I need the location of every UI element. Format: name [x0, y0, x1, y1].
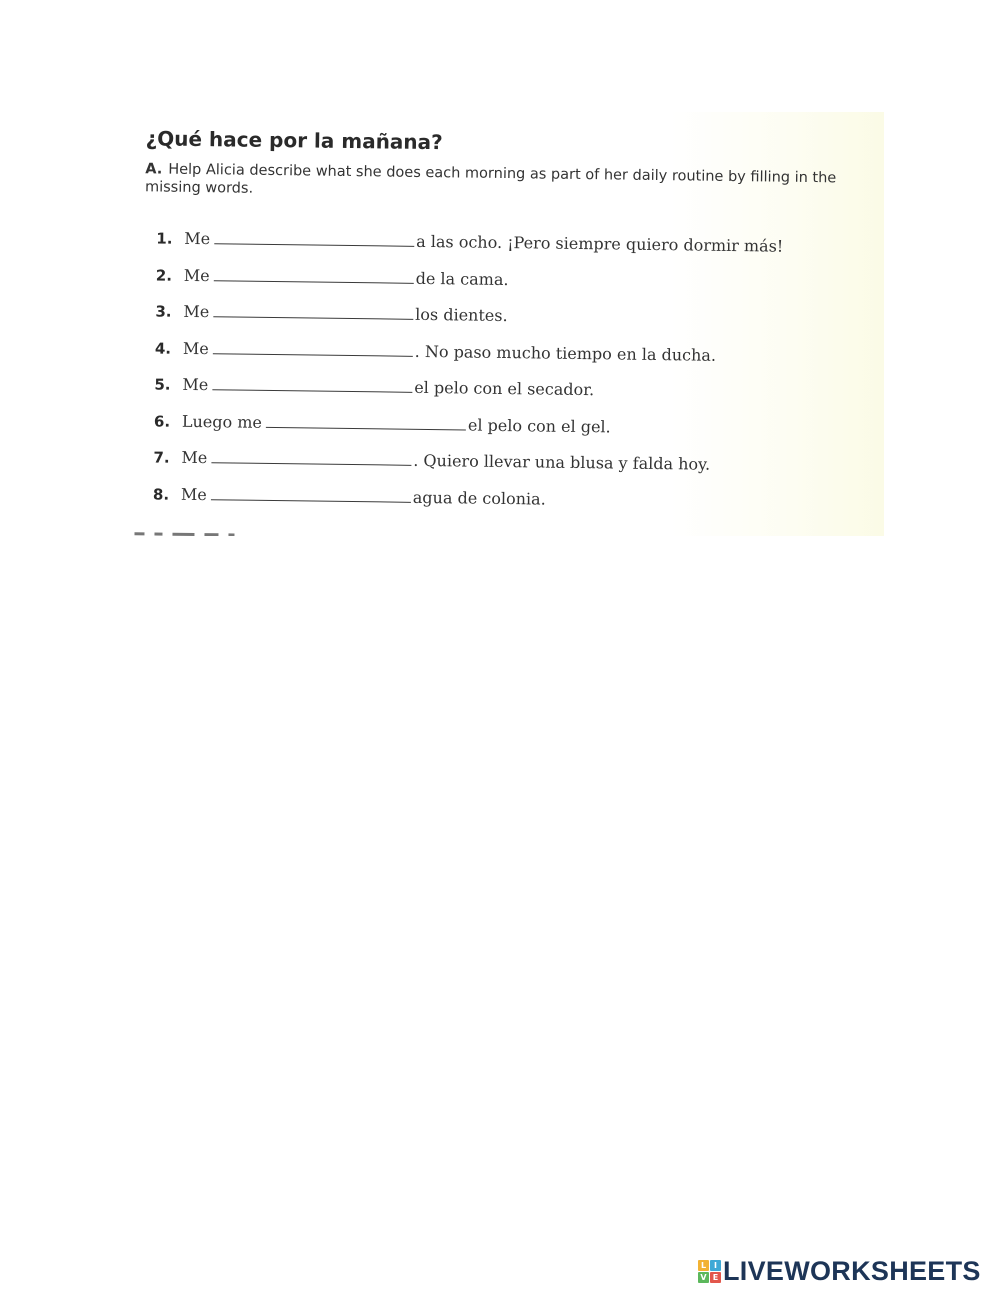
logo-letter-e: E	[710, 1272, 721, 1283]
item-lead: Luego me	[181, 411, 263, 432]
item-rest: de la cama.	[415, 268, 509, 289]
item-lead: Me	[183, 265, 210, 285]
item-rest: los dientes.	[415, 304, 508, 326]
answer-blank-2[interactable]	[214, 266, 414, 284]
item-rest: el pelo con el secador.	[414, 377, 595, 400]
logo-letter-i: I	[710, 1260, 721, 1271]
item-lead: Me	[181, 447, 208, 468]
item-number: 7.	[153, 448, 170, 467]
answer-blank-5[interactable]	[212, 375, 412, 393]
instructions	[145, 160, 865, 205]
answer-blank-1[interactable]	[214, 229, 414, 247]
item-number: 6.	[153, 411, 171, 431]
item-rest: agua de colonia.	[412, 487, 546, 509]
item-lead: Me	[180, 484, 207, 504]
liveworksheets-brand	[698, 1257, 981, 1285]
item-number: 8.	[152, 484, 170, 504]
worksheet-title: ¿Qué hace por la mañana?	[145, 126, 443, 155]
item-lead: Me	[182, 338, 209, 358]
item-number: 3.	[155, 302, 172, 321]
item-number: 1.	[156, 229, 173, 248]
exercise-list	[153, 228, 857, 529]
answer-blank-3[interactable]	[213, 302, 413, 320]
item-rest: el pelo con el gel.	[467, 415, 611, 436]
answer-blank-4[interactable]	[213, 339, 413, 357]
item-lead: Me	[184, 228, 211, 249]
logo-letter-l: L	[698, 1260, 709, 1271]
answer-blank-7[interactable]	[211, 448, 411, 466]
item-number: 4.	[154, 338, 172, 358]
instructions-text: Help Alicia describe what she does each morning as part of her daily routine by filling in the missing words.	[144, 161, 837, 197]
cropped-text-fragment	[134, 528, 314, 536]
exercise-item-8	[153, 484, 853, 530]
logo-letter-v: V	[698, 1272, 709, 1283]
item-number: 2.	[155, 265, 173, 285]
item-lead: Me	[183, 301, 210, 322]
item-rest: a las ocho. ¡Pero siempre quiero dormir más!	[416, 231, 784, 256]
answer-blank-6[interactable]	[266, 412, 466, 430]
item-rest: . Quiero llevar una blusa y falda hoy.	[413, 450, 711, 474]
section-label: A.	[145, 161, 163, 178]
scanned-worksheet	[122, 112, 884, 536]
answer-blank-8[interactable]	[211, 485, 411, 503]
item-number: 5.	[154, 375, 171, 394]
brand-logo-icon	[698, 1260, 721, 1283]
brand-name: LIVEWORKSHEETS	[723, 1256, 981, 1286]
item-lead: Me	[182, 374, 209, 395]
item-rest: . No paso mucho tiempo en la ducha.	[414, 341, 717, 365]
